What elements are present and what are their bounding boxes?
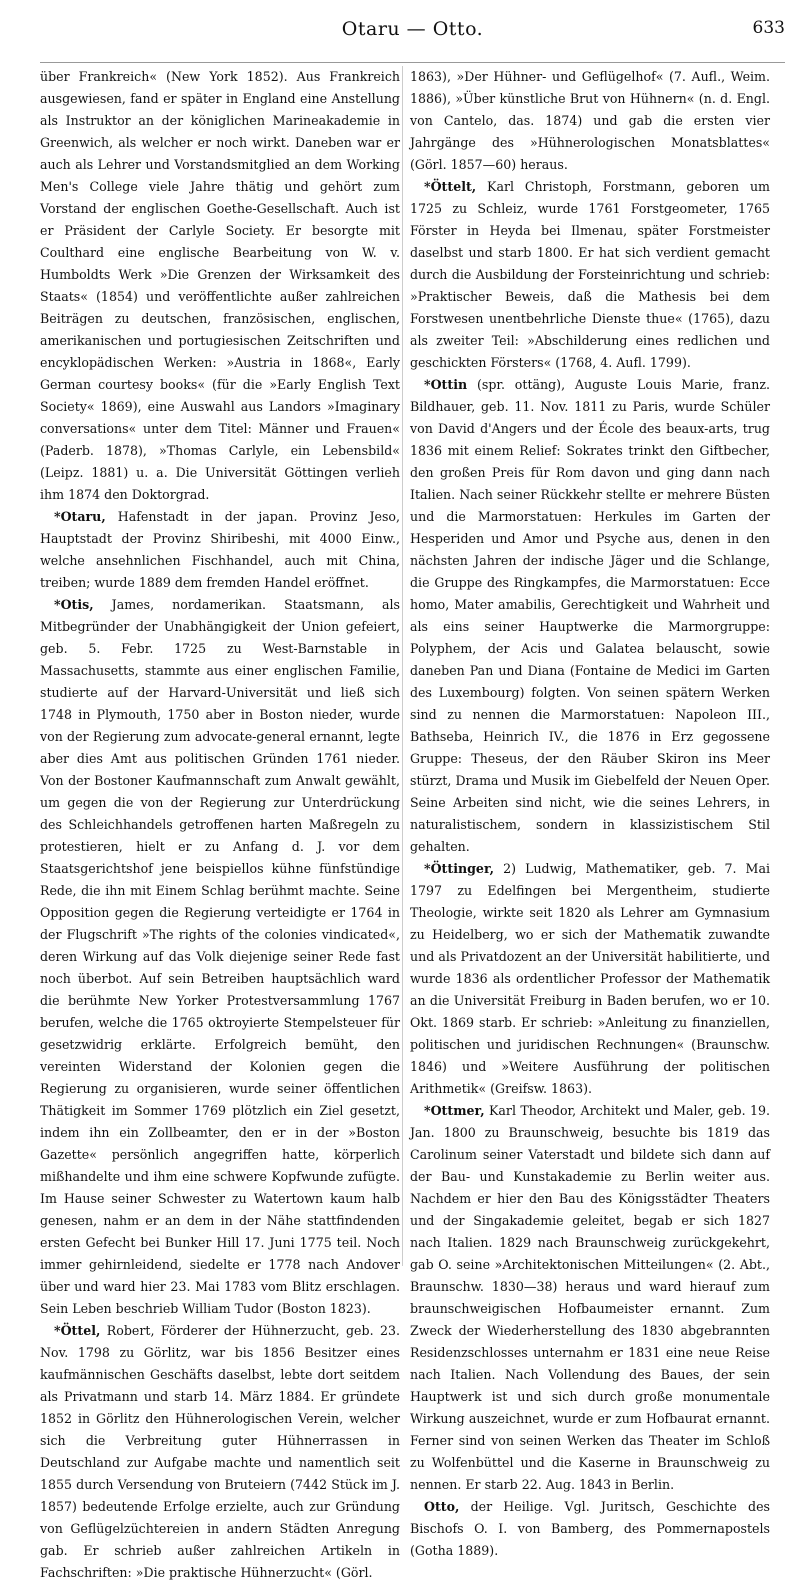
entry-otaru: [40, 506, 400, 594]
entry-text: 2) Ludwig, Mathematiker, geb. 7. Mai 1797 zu Edelfingen bei Mergentheim, studierte Theologie, wirkte seit 1820 als Lehrer am Gymnasium zu Heidelberg, wo er sich der Mathematik zuwandte und als Privatdozent an der Universität habilitierte, und wurde 1836 als ordentlicher Professor der Mathematik an die Universität Freiburg in Baden berufen, wo er 10. Okt. 1869 starb. Er schrieb: »Anleitung zu finanziellen, politischen und juridischen Rechnungen« (Braunschw. 1846) und »Weitere Ausführung der politischen Arithmetik« (Greifsw. 1863).: [410, 861, 770, 1096]
left-column: [40, 66, 400, 1580]
entry-headword: *Otis,: [54, 597, 94, 612]
entry-headword: *Ottmer,: [424, 1103, 485, 1118]
entry-text: James, nordamerikan. Staatsmann, als Mitbegründer der Unabhängigkeit der Union gefeiert, geb. 5. Febr. 1725 zu West-Barnstable in Massachusetts, stammte aus einer englischen Familie, studierte auf der Harvard-Universität und ließ sich 1748 in Plymouth, 1750 aber in Boston nieder, wurde von der Regierung zum advocate-general ernannt, legte aber dies Amt aus politischen Gründen 1761 nieder. Von der Bostoner Kaufmannschaft zum Anwalt gewählt, um gegen die von der Regierung zur Unterdrückung des Schleichhandels getroffenen harten Maßregeln zu protestieren, hielt er zu Anfang d. J. vor dem Staatsgerichtshof jene beispiellos kühne fünfstündige Rede, die ihn mit Einem Schlag berühmt machte. Seine Opposition gegen die Regierung verteidigte er 1764 in der Flugschrift »The rights of the colonies vindicated«, deren Wirkung auf das Volk diejenige seiner Rede fast noch überbot. Auf sein Betreiben hauptsächlich ward die berühmte New Yorker Protestversammlung 1767 berufen, welche die 1765 oktroyierte Stempelsteuer für gesetzwidrig erklärte. Erfolgreich bemüht, den vereinten Widerstand der Kolonien gegen die Regierung zu organisieren, wurde seiner öffentlichen Thätigkeit im Sommer 1769 plötzlich ein Ziel gesetzt, indem ihn ein Zollbeamter, den er in der »Boston Gazette« persönlich angegriffen hatte, körperlich mißhandelte und ihm eine schwere Kopfwunde zufügte. Im Hause seiner Schwester zu Watertown kaum halb genesen, nahm er an dem in der Nähe stattfindenden ersten Gefecht bei Bunker Hill 17. Juni 1775 teil. Noch immer gehirnleidend, siedelte er 1778 nach Andover über und ward hier 23. Mai 1783 vom Blitz erschlagen. Sein Leben beschrieb William Tudor (Boston 1823).: [40, 597, 400, 1316]
entry-otis: [40, 594, 400, 1320]
continuation-text: [40, 66, 400, 506]
entry-headword: *Öttelt,: [424, 179, 477, 194]
page-header: [40, 12, 785, 46]
page-number: 633: [752, 18, 785, 38]
entry-headword: *Otaru,: [54, 509, 106, 524]
entry-ottmer: [410, 1100, 770, 1496]
entry-text: der Heilige. Vgl. Juritsch, Geschichte des Bischofs O. I. von Bamberg, des Pommernapostels (Gotha 1889).: [410, 1499, 770, 1558]
entry-text: 1863), »Der Hühner- und Geflügelhof« (7. Aufl., Weim. 1886), »Über künstliche Brut von Hühnern« (n. d. Engl. von Cantelo, das. 1874) und gab die ersten vier Jahrgänge des »Hühnerologischen Monatsblattes« (Görl. 1857—60) heraus.: [410, 69, 770, 172]
entry-text: über Frankreich« (New York 1852). Aus Frankreich ausgewiesen, fand er später in England eine Anstellung als Instruktor an der königlichen Marineakademie in Greenwich, als welcher er noch wirkt. Daneben war er auch als Lehrer und Vorstandsmitglied an dem Working Men's College viele Jahre thätig und gehört zum Vorstand der englischen Goethe-Gesellschaft. Auch ist er Präsident der Carlyle Society. Er besorgte mit Coulthard eine englische Bearbeitung von W. v. Humboldts Werk »Die Grenzen der Wirksamkeit des Staats« (1854) und veröffentlichte außer zahlreichen Beiträgen zu deutschen, französischen, englischen, amerikanischen und portugiesischen Zeitschriften und encyklopädischen Werken: »Austria in 1868«, Early German courtesy books« (für die »Early English Text Society« 1869), eine Auswahl aus Landors »Imaginary conversations« unter dem Titel: Männer und Frauen« (Paderb. 1878), »Thomas Carlyle, ein Lebensbild« (Leipz. 1881) u. a. Die Universität Göttingen verlieh ihm 1874 den Doktorgrad.: [40, 69, 400, 502]
entry-text: Hafenstadt in der japan. Provinz Jeso, Hauptstadt der Provinz Shiribeshi, mit 4000 Einw., welche ansehnlichen Fischhandel, auch mit China, treiben; wurde 1889 dem fremden Handel eröffnet.: [40, 509, 400, 590]
entry-otto: [410, 1496, 770, 1562]
entry-headword: *Öttel,: [54, 1323, 101, 1338]
continuation-text: [410, 66, 770, 176]
column-divider: [402, 66, 403, 1266]
running-title: Otaru — Otto.: [341, 18, 484, 40]
right-column: [410, 66, 770, 1558]
entry-oettel: [40, 1320, 400, 1584]
entry-headword: Otto,: [424, 1499, 460, 1514]
header-rule: [40, 62, 785, 63]
entry-text: (spr. ottäng), Auguste Louis Marie, franz. Bildhauer, geb. 11. Nov. 1811 zu Paris, wurde Schüler von David d'Angers und der École des beaux-arts, trug 1836 mit einem Relief: Sokrates trinkt den Giftbecher, den großen Preis für Rom davon und ging dann nach Italien. Nach seiner Rückkehr stellte er mehrere Büsten und die Marmorstatuen: Herkules im Garten der Hesperiden und Amor und Psyche aus, denen in den nächsten Jahren der indische Jäger und die Schlange, die Gruppe des Ringkampfes, die Marmorstatuen: Ecce homo, Mater amabilis, Gerechtigkeit und Wahrheit und als eins seiner Hauptwerke die Marmorgruppe: Polyphem, der Acis und Galatea belauscht, sowie daneben Pan und Diana (Fontaine de Medici im Garten des Luxembourg) folgten. Von seinen spätern Werken sind zu nennen die Marmorstatuen: Napoleon III., Bathseba, Heinrich IV., die 1876 in Erz gegossene Gruppe: Theseus, der den Räuber Skiron ins Meer stürzt, Drama und Musik im Giebelfeld der Neuen Oper. Seine Arbeiten sind nicht, wie die seines Lehrers, in naturalistischem, sondern in klassizistischem Stil gehalten.: [410, 377, 770, 854]
entry-text: Karl Christoph, Forstmann, geboren um 1725 zu Schleiz, wurde 1761 Forstgeometer, 1765 Förster in Heyda bei Ilmenau, später Forstmeister daselbst und starb 1800. Er hat sich verdient gemacht durch die Ausbildung der Forsteinrichtung und schrieb: »Praktischer Beweis, daß die Mathesis bei dem Forstwesen unentbehrliche Dienste thue« (1765), dazu als zweiter Teil: »Abschilderung eines redlichen und geschickten Försters« (1768, 4. Aufl. 1799).: [410, 179, 770, 370]
entry-text: Robert, Förderer der Hühnerzucht, geb. 23. Nov. 1798 zu Görlitz, war bis 1856 Besitzer eines kaufmännischen Geschäfts daselbst, lebte dort seitdem als Privatmann und starb 14. März 1884. Er gründete 1852 in Görlitz den Hühnerologischen Verein, welcher sich die Verbreitung guter Hühnerrassen in Deutschland zur Aufgabe machte und namentlich seit 1855 durch Versendung von Bruteiern (7442 Stück im J. 1857) bedeutende Erfolge erzielte, auch zur Gründung von Geflügelzüchtereien in andern Städten Anregung gab. Er schrieb außer zahlreichen Artikeln in Fachschriften: »Die praktische Hühnerzucht« (Görl.: [40, 1323, 400, 1580]
entry-ottin: [410, 374, 770, 858]
entry-oettinger: [410, 858, 770, 1100]
entry-headword: *Ottin: [424, 377, 468, 392]
entry-headword: *Öttinger,: [424, 861, 495, 876]
entry-oettelt: [410, 176, 770, 374]
entry-text: Karl Theodor, Architekt und Maler, geb. 19. Jan. 1800 zu Braunschweig, besuchte bis 1819 das Carolinum seiner Vaterstadt und bildete sich dann auf der Bau- und Kunstakademie zu Berlin weiter aus. Nachdem er hier den Bau des Königsstädter Theaters und der Singakademie geleitet, begab er sich 1827 nach Italien. 1829 nach Braunschweig zurückgekehrt, gab O. seine »Architektonischen Mitteilungen« (2. Abt., Braunschw. 1830—38) heraus und ward hierauf zum braunschweigischen Hofbaumeister ernannt. Zum Zweck der Wiederherstellung des 1830 abgebrannten Residenzschlosses unternahm er 1831 eine neue Reise nach Italien. Nach Vollendung des Baues, der sein Hauptwerk ist und sich durch große monumentale Wirkung auszeichnet, wurde er zum Hofbaurat ernannt. Ferner sind von seinen Werken das Theater im Schloß zu Wolfenbüttel und die Kaserne in Braunschweig zu nennen. Er starb 22. Aug. 1843 in Berlin.: [410, 1103, 770, 1492]
